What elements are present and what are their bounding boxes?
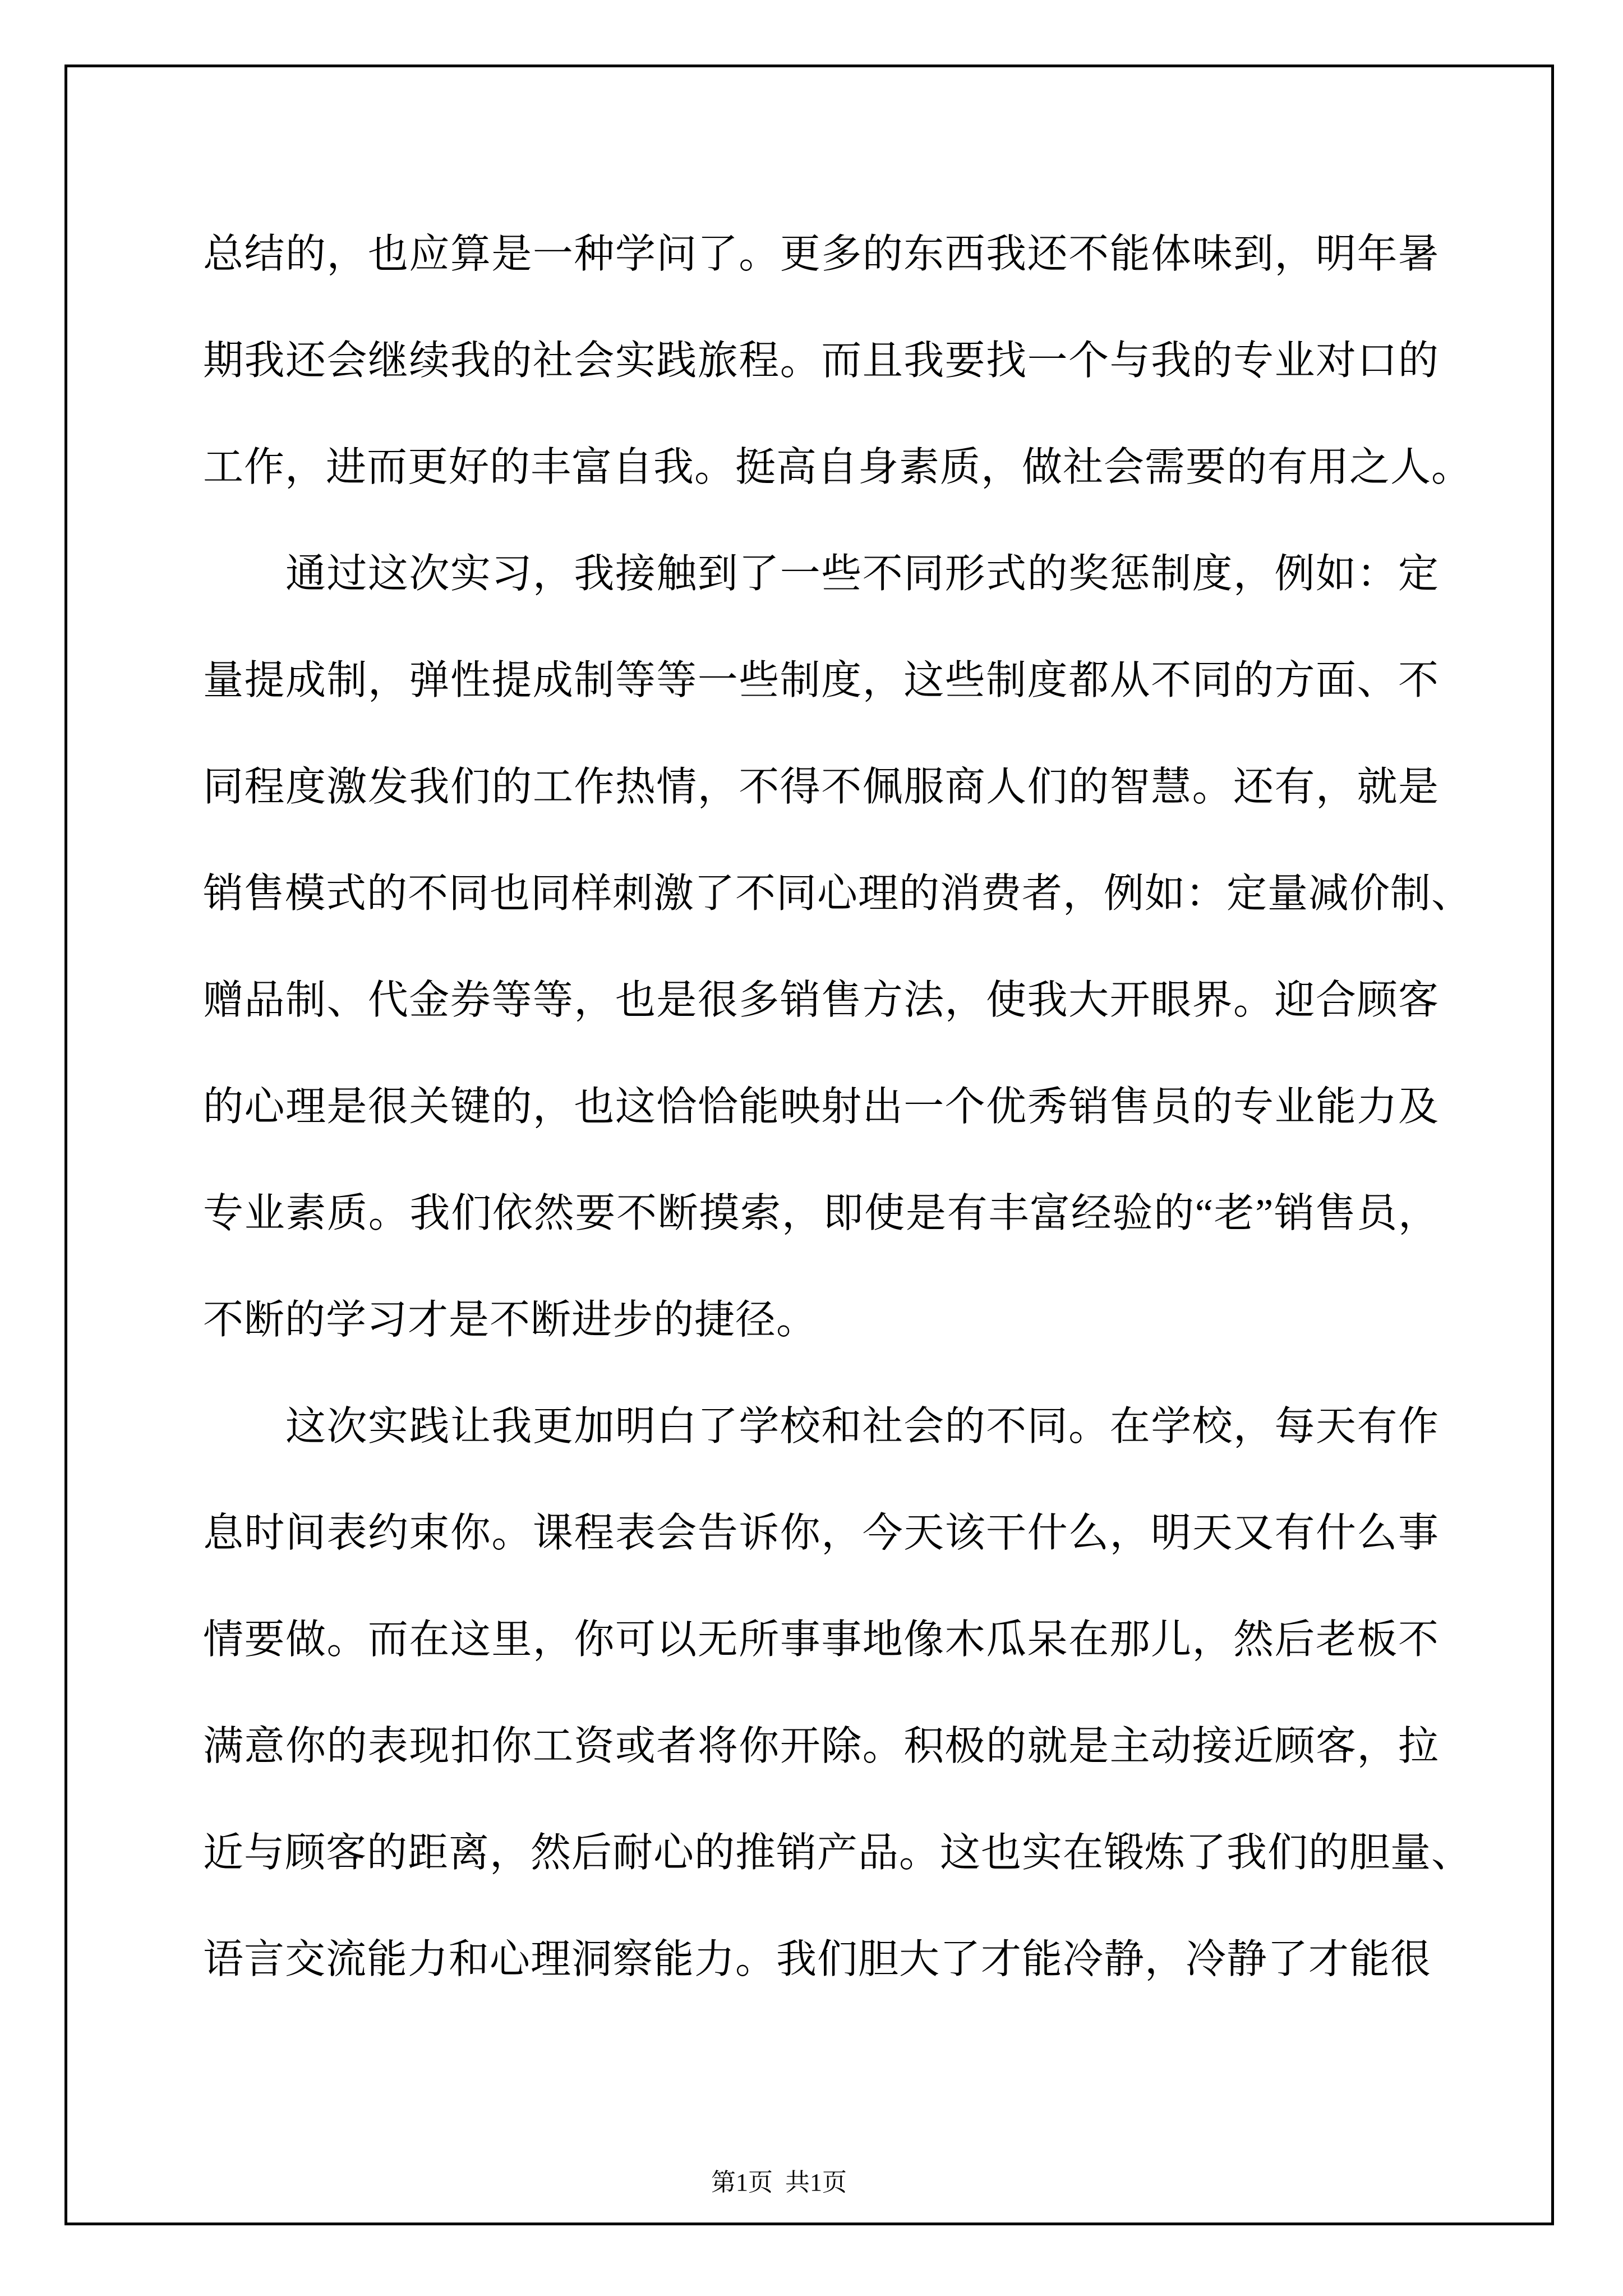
text-line: 不断的学习才是不断进步的捷径。 xyxy=(203,1297,818,1342)
text-line: 期我还会继续我的社会实践旅程。而且我要找一个与我的专业对口的 xyxy=(203,338,1439,383)
document-text xyxy=(203,201,1473,2013)
text-line: 销售模式的不同也同样刺激了不同心理的消费者，例如：定量减价制、 xyxy=(203,871,1473,916)
text-line: 满意你的表现扣你工资或者将你开除。积极的就是主动接近顾客，拉 xyxy=(203,1724,1439,1769)
text-line: 这次实践让我更加明白了学校和社会的不同。在学校，每天有作 xyxy=(203,1404,1439,1449)
text-line: 量提成制，弹性提成制等等一些制度，这些制度都从不同的方面、不 xyxy=(203,658,1439,703)
page-footer xyxy=(686,2124,847,2196)
text-line: 总结的，也应算是一种学问了。更多的东西我还不能体味到，明年暑 xyxy=(203,232,1439,277)
text-line: 语言交流能力和心理洞察能力。我们胆大了才能冷静，冷静了才能很 xyxy=(203,1937,1432,1982)
text-line: 工作，进而更好的丰富自我。挺高自身素质，做社会需要的有用之人。 xyxy=(203,445,1473,490)
text-line: 赠品制、代金券等等，也是很多销售方法，使我大开眼界。迎合顾客 xyxy=(203,978,1439,1023)
page-number: 第1页 共1页 xyxy=(711,2169,847,2196)
text-line: 近与顾客的距离，然后耐心的推销产品。这也实在锻炼了我们的胆量、 xyxy=(203,1830,1473,1875)
text-line: 通过这次实习，我接触到了一些不同形式的奖惩制度，例如：定 xyxy=(203,551,1439,596)
text-line: 息时间表约束你。课程表会告诉你，今天该干什么，明天又有什么事 xyxy=(203,1511,1439,1556)
text-line: 的心理是很关键的，也这恰恰能映射出一个优秀销售员的专业能力及 xyxy=(203,1084,1439,1129)
text-line: 同程度激发我们的工作热情，不得不佩服商人们的智慧。还有，就是 xyxy=(203,765,1439,809)
text-line: 专业素质。我们依然要不断摸索，即使是有丰富经验的“老”销售员， xyxy=(203,1191,1439,1236)
text-line: 情要做。而在这里，你可以无所事事地像木瓜呆在那儿，然后老板不 xyxy=(203,1617,1439,1662)
